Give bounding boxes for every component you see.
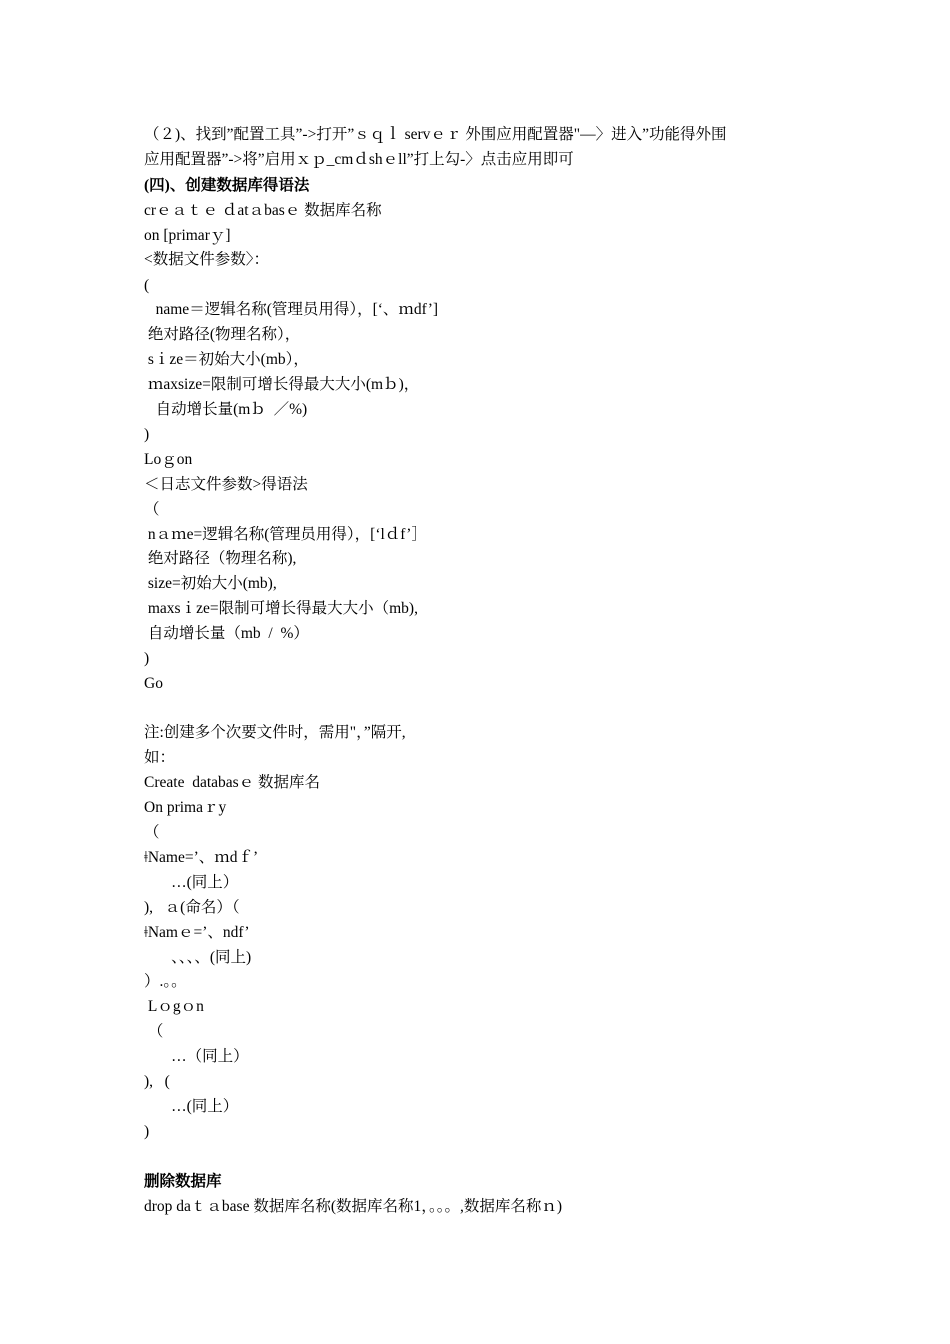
code-line: On primaｒy (144, 799, 227, 816)
code-line: …(同上） (144, 874, 239, 891)
text-line: （２)、找到”配置工具”->打开”ｓｑｌ servｅｒ 外围应用配置器"—〉进入”功能得外围 (144, 126, 727, 143)
section-heading: 删除数据库 (144, 1173, 222, 1190)
code-line: ( (144, 277, 150, 294)
code-line: Create databasｅ 数据库名 (144, 774, 321, 791)
code-line: 自动增长量(mｂ ／%) (144, 401, 308, 418)
code-line: drop daｔａbase 数据库名称(数据库名称1，。。。,数据库名称ｎ) (144, 1198, 563, 1215)
code-line: nａｍe=逻辑名称(管理员用得），[‘lｄf’］ (144, 526, 427, 543)
code-line: 绝对路径(物理名称）， (144, 326, 301, 343)
code-line: ) (144, 426, 150, 443)
code-line: ）.。。 (144, 973, 187, 990)
code-line: ), ａ(命名）（ (144, 899, 240, 916)
code-line: 、、、、(同上) (144, 949, 252, 966)
code-line: ) (144, 650, 150, 667)
note-line: 注:创建多个次要文件时，需用"，”隔开, (144, 724, 406, 741)
code-line: ), ( (144, 1073, 170, 1090)
code-line: （ (144, 501, 160, 518)
code-line: name＝逻辑名称(管理员用得），[‘、ｍdf’] (144, 301, 439, 318)
text-line: 应用配置器”->将”启用ｘｐ_cmｄshｅll”打上勾-〉点击应用即可 (144, 151, 574, 168)
code-line: ＜日志文件参数>得语法 (144, 476, 308, 493)
code-line: ǂNamｅ=’、ndf’ (144, 924, 250, 941)
code-line: size=初始大小(mb), (144, 575, 277, 592)
code-line: crｅａｔｅ ｄatａbasｅ 数据库名称 (144, 202, 382, 219)
code-line: Lｏgｏn (144, 998, 204, 1015)
code-line: on [primarｙ] (144, 227, 231, 244)
note-line: 如： (144, 749, 176, 766)
code-line: Go (144, 675, 163, 692)
code-line: （ (144, 1023, 164, 1040)
code-line: Loｇon (144, 451, 193, 468)
code-line: <数据文件参数〉： (144, 251, 269, 268)
code-line: （ (144, 824, 160, 841)
code-line: ) (144, 1123, 150, 1140)
section-heading: (四)、创建数据库得语法 (144, 177, 310, 194)
code-line: …(同上） (144, 1098, 239, 1115)
code-line: ｍaxsize=限制可增长得最大大小(mｂ)， (144, 376, 420, 393)
code-line: …（同上） (144, 1048, 249, 1065)
code-line: ǂName=’、ｍdｆ’ (144, 849, 259, 866)
code-line: 自动增长量（mb / %） (144, 625, 309, 642)
code-line: sｉze＝初始大小(mb）， (144, 351, 309, 368)
code-line: maxsｉze=限制可增长得最大大小（mb), (144, 600, 418, 617)
code-line: 绝对路径（物理名称), (144, 550, 297, 567)
